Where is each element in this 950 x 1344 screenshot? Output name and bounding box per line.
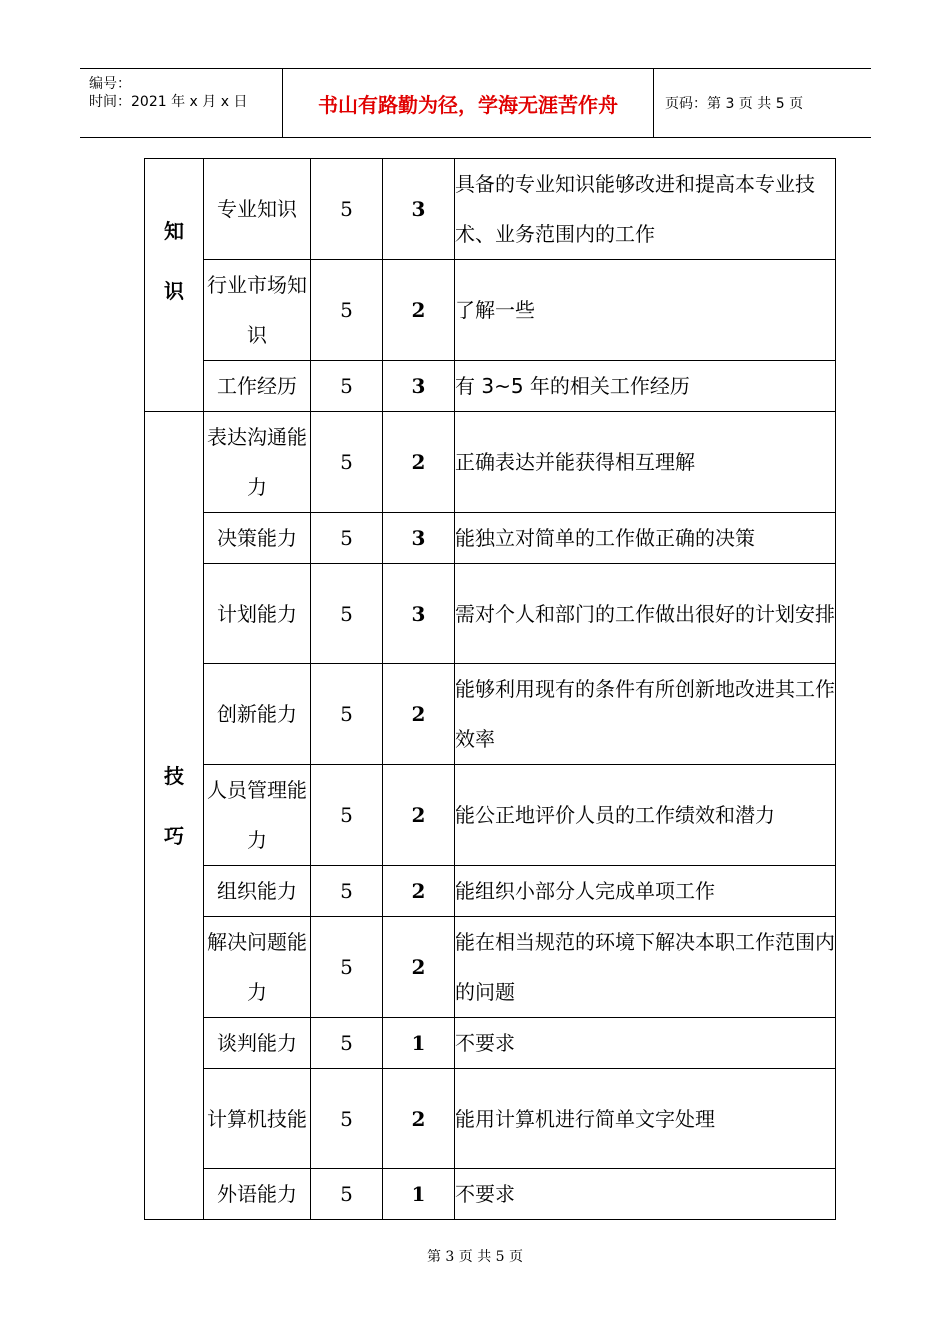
- description-cell: 能用计算机进行简单文字处理: [455, 1069, 836, 1169]
- description-cell: 能独立对简单的工作做正确的决策: [455, 513, 836, 564]
- description-cell: 能够利用现有的条件有所创新地改进其工作效率: [455, 664, 836, 765]
- score-cell: 3: [383, 159, 455, 260]
- item-cell: 计算机技能: [204, 1069, 311, 1169]
- score-cell: 2: [383, 866, 455, 917]
- page-header: [80, 68, 871, 138]
- table-row: [145, 1169, 836, 1220]
- table-row: [145, 361, 836, 412]
- score-cell: 3: [383, 513, 455, 564]
- total-cell: 5: [311, 1169, 383, 1220]
- category-cell: [145, 412, 204, 1220]
- item-cell: 决策能力: [204, 513, 311, 564]
- item-cell: 工作经历: [204, 361, 311, 412]
- category-char: 识: [164, 279, 184, 303]
- description-cell: 了解一些: [455, 260, 836, 361]
- total-cell: 5: [311, 564, 383, 664]
- description-cell: 有 3~5 年的相关工作经历: [455, 361, 836, 412]
- header-motto: 书山有路勤为径，学海无涯苦作舟: [283, 69, 654, 137]
- table-row: [145, 664, 836, 765]
- category-char: 巧: [164, 823, 184, 848]
- total-cell: 5: [311, 159, 383, 260]
- item-cell: 表达沟通能力: [204, 412, 311, 513]
- score-cell: 2: [383, 260, 455, 361]
- score-cell: 2: [383, 917, 455, 1018]
- category-cell: [145, 159, 204, 412]
- total-cell: 5: [311, 260, 383, 361]
- item-cell: 行业市场知识: [204, 260, 311, 361]
- item-cell: 解决问题能力: [204, 917, 311, 1018]
- item-cell: 外语能力: [204, 1169, 311, 1220]
- table-row: [145, 1069, 836, 1169]
- table-row: [145, 564, 836, 664]
- score-cell: 2: [383, 664, 455, 765]
- table-row: [145, 917, 836, 1018]
- total-cell: 5: [311, 412, 383, 513]
- description-cell: 能组织小部分人完成单项工作: [455, 866, 836, 917]
- category-char: 技: [164, 763, 184, 788]
- table-row: [145, 866, 836, 917]
- page-footer: 第 3 页 共 5 页: [426, 1249, 524, 1265]
- score-cell: 2: [383, 412, 455, 513]
- total-cell: 5: [311, 917, 383, 1018]
- time-label: 时间：2021 年 x 月 x 日: [89, 94, 248, 110]
- item-cell: 创新能力: [204, 664, 311, 765]
- total-cell: 5: [311, 866, 383, 917]
- total-cell: 5: [311, 1018, 383, 1069]
- description-cell: 正确表达并能获得相互理解: [455, 412, 836, 513]
- total-cell: 5: [311, 361, 383, 412]
- description-cell: 能公正地评价人员的工作绩效和潜力: [455, 765, 836, 866]
- total-cell: 5: [311, 765, 383, 866]
- score-cell: 1: [383, 1018, 455, 1069]
- table-row: [145, 1018, 836, 1069]
- table-row: [145, 260, 836, 361]
- item-cell: 计划能力: [204, 564, 311, 664]
- item-cell: 专业知识: [204, 159, 311, 260]
- score-cell: 3: [383, 564, 455, 664]
- description-cell: 能在相当规范的环境下解决本职工作范围内的问题: [455, 917, 836, 1018]
- item-cell: 组织能力: [204, 866, 311, 917]
- description-cell: 需对个人和部门的工作做出很好的计划安排: [455, 564, 836, 664]
- score-cell: 2: [383, 765, 455, 866]
- score-cell: 2: [383, 1069, 455, 1169]
- category-char: 知: [164, 219, 184, 243]
- table-row: [145, 765, 836, 866]
- total-cell: 5: [311, 1069, 383, 1169]
- description-cell: 不要求: [455, 1018, 836, 1069]
- score-cell: 1: [383, 1169, 455, 1220]
- number-label: 编号：: [89, 76, 131, 92]
- job-evaluation-table: [144, 158, 836, 1220]
- item-cell: 人员管理能力: [204, 765, 311, 866]
- description-cell: 具备的专业知识能够改进和提高本专业技术、业务范围内的工作: [455, 159, 836, 260]
- total-cell: 5: [311, 513, 383, 564]
- table-row: [145, 159, 836, 260]
- item-cell: 谈判能力: [204, 1018, 311, 1069]
- header-meta: [80, 69, 283, 137]
- score-cell: 3: [383, 361, 455, 412]
- header-page-info: 页码：第 3 页 共 5 页: [665, 96, 804, 112]
- description-cell: 不要求: [455, 1169, 836, 1220]
- total-cell: 5: [311, 664, 383, 765]
- table-row: [145, 412, 836, 513]
- table-row: [145, 513, 836, 564]
